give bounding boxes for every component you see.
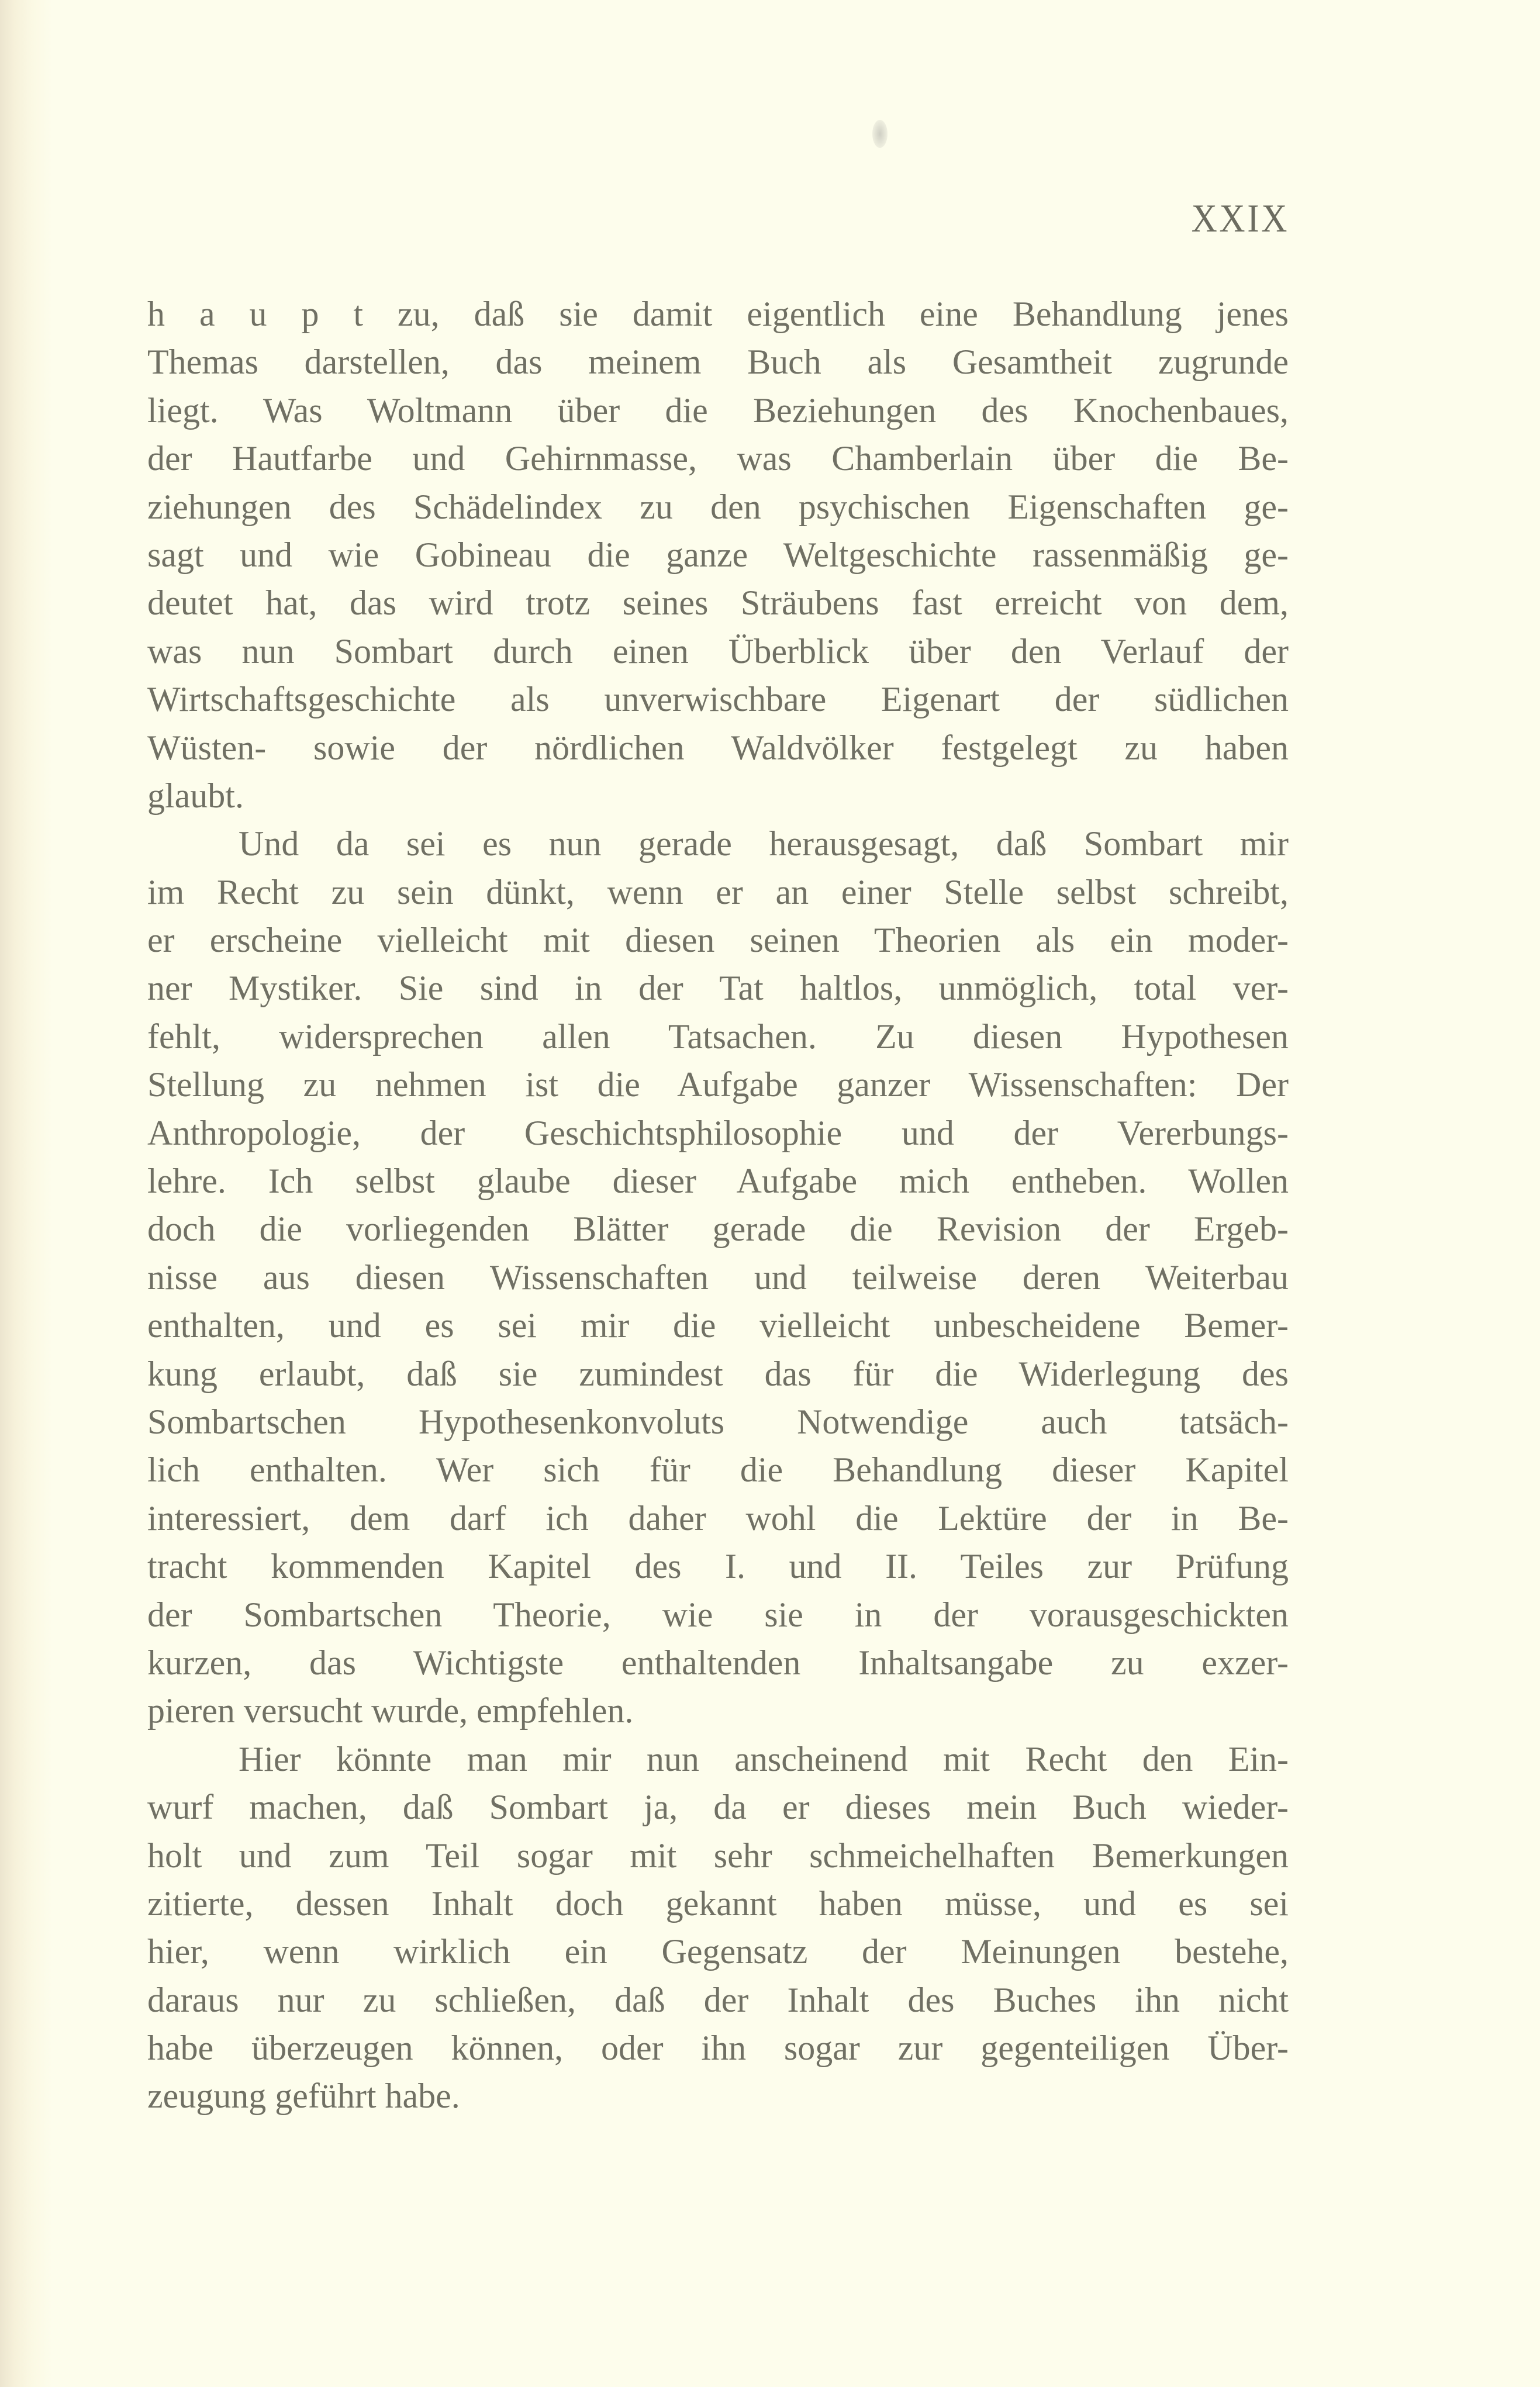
page-edge-shadow — [0, 0, 53, 2387]
text-line: im Recht zu sein dünkt, wenn er an einer Stelle selbst schreibt, — [147, 872, 1289, 911]
text-line: liegt. Was Woltmann über die Beziehungen des Knochenbaues, — [147, 391, 1289, 430]
text-line: Sombartschen Hypothesenkonvoluts Notwendige auch tatsäch- — [147, 1402, 1289, 1441]
text-line: holt und zum Teil sogar mit sehr schmeichelhaften Bemerkungen — [147, 1836, 1289, 1875]
text-line: habe überzeugen können, oder ihn sogar zur gegenteiligen Über- — [147, 2029, 1289, 2068]
text-line: doch die vorliegenden Blätter gerade die Revision der Ergeb- — [147, 1210, 1289, 1249]
text-line: er erscheine vielleicht mit diesen seinen Theorien als ein moder- — [147, 921, 1289, 960]
ink-smudge — [872, 120, 888, 148]
body-text — [147, 290, 1289, 2120]
text-line: pieren versucht wurde, empfehlen. — [147, 1691, 634, 1730]
text-line: deutet hat, das wird trotz seines Sträubens fast erreicht von dem, — [147, 583, 1289, 623]
text-line: Wüsten- sowie der nördlichen Waldvölker festgelegt zu haben — [147, 728, 1289, 767]
text-line: interessiert, dem darf ich daher wohl die Lektüre der in Be- — [147, 1498, 1289, 1538]
text-line: ziehungen des Schädelindex zu den psychischen Eigenschaften ge- — [147, 487, 1289, 526]
text-line: zeugung geführt habe. — [147, 2077, 460, 2116]
text-line: kung erlaubt, daß sie zumindest das für die Widerlegung des — [147, 1354, 1289, 1393]
text-line: lich enthalten. Wer sich für die Behandlung dieser Kapitel — [147, 1450, 1289, 1490]
paragraph — [147, 820, 1289, 1735]
text-line: ner Mystiker. Sie sind in der Tat haltlos, unmöglich, total ver- — [147, 969, 1289, 1008]
text-line: lehre. Ich selbst glaube dieser Aufgabe mich entheben. Wollen — [147, 1162, 1289, 1201]
text-line: fehlt, widersprechen allen Tatsachen. Zu diesen Hypothesen — [147, 1017, 1289, 1056]
text-line: Themas darstellen, das meinem Buch als Gesamtheit zugrunde — [147, 343, 1289, 382]
text-line: Wirtschaftsgeschichte als unverwischbare Eigenart der südlichen — [147, 680, 1289, 719]
paragraph — [147, 1735, 1289, 2120]
paragraph — [147, 290, 1289, 820]
text-line: Anthropologie, der Geschichtsphilosophie und der Vererbungs- — [147, 1113, 1289, 1152]
text-line: zitierte, dessen Inhalt doch gekannt haben müsse, und es sei — [147, 1884, 1289, 1923]
page-number: XXIX — [1191, 196, 1289, 240]
text-line: der Hautfarbe und Gehirnmasse, was Chamberlain über die Be- — [147, 439, 1289, 478]
text-line: Und da sei es nun gerade herausgesagt, daß Sombart mir — [239, 824, 1289, 863]
text-line: glaubt. — [147, 776, 244, 815]
text-line: Stellung zu nehmen ist die Aufgabe ganzer Wissenschaften: Der — [147, 1065, 1289, 1104]
text-line: wurf machen, daß Sombart ja, da er dieses mein Buch wieder- — [147, 1788, 1289, 1827]
text-line: sagt und wie Gobineau die ganze Weltgeschichte rassenmäßig ge- — [147, 535, 1289, 574]
text-line: kurzen, das Wichtigste enthaltenden Inhaltsangabe zu exzer- — [147, 1643, 1289, 1682]
text-line: nisse aus diesen Wissenschaften und teilweise deren Weiterbau — [147, 1258, 1289, 1297]
text-line: Hier könnte man mir nun anscheinend mit Recht den Ein- — [239, 1739, 1289, 1778]
text-line: tracht kommenden Kapitel des I. und II. Teiles zur Prüfung — [147, 1547, 1289, 1586]
text-line: daraus nur zu schließen, daß der Inhalt des Buches ihn nicht — [147, 1980, 1289, 2019]
text-line: enthalten, und es sei mir die vielleicht unbescheidene Bemer- — [147, 1306, 1289, 1345]
text-line: h a u p t zu, daß sie damit eigentlich eine Behandlung jenes — [147, 295, 1289, 333]
text-line: der Sombartschen Theorie, wie sie in der vorausgeschickten — [147, 1595, 1289, 1634]
text-line: was nun Sombart durch einen Überblick über den Verlauf der — [147, 631, 1289, 671]
text-line: hier, wenn wirklich ein Gegensatz der Meinungen bestehe, — [147, 1932, 1289, 1971]
